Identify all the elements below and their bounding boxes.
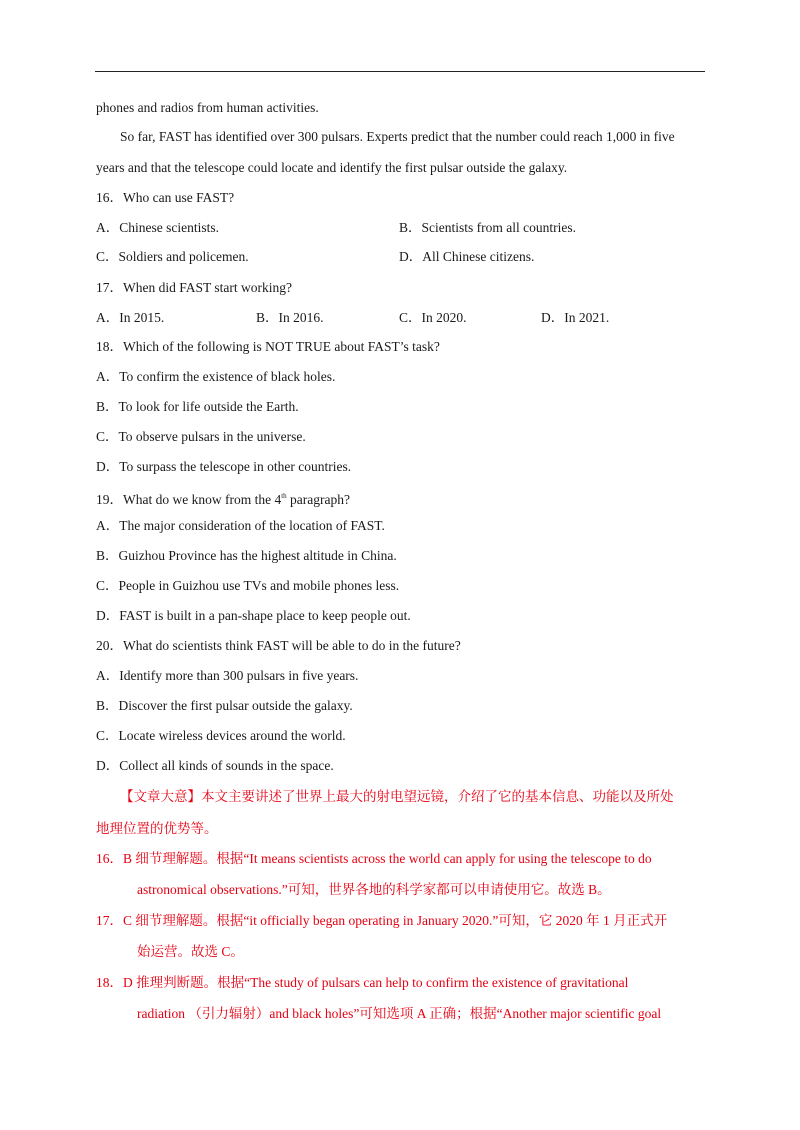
answer-16-line-1: 16．B 细节理解题。根据“It means scientists across the world can apply for using the telescope to do (96, 851, 652, 866)
q17-option-a: A．In 2015. (96, 310, 165, 325)
q18-option-b: B．To look for life outside the Earth. (96, 399, 299, 414)
summary-line-1: 【文章大意】本文主要讲述了世界上最大的射电望远镜，介绍了它的基本信息、功能以及所处 (120, 789, 674, 804)
q20-option-c: C．Locate wireless devices around the world. (96, 728, 346, 743)
answer-18-line-2: radiation （引力辐射）and black holes”可知选项 A 正确；根据“Another major scientific goal (137, 1006, 662, 1021)
q19-option-c: C．People in Guizhou use TVs and mobile phones less. (96, 578, 400, 593)
q20-option-d: D．Collect all kinds of sounds in the space. (96, 758, 334, 773)
q19-stem-post: paragraph? (286, 492, 351, 507)
q16-stem: 16．Who can use FAST? (96, 190, 235, 205)
answer-16-line-2: astronomical observations.”可知，世界各地的科学家都可以申请使用它。故选 B。 (137, 882, 611, 897)
answer-17-line-1: 17．C 细节理解题。根据“it officially began operating in January 2020.”可知，它 2020 年 1 月正式开 (96, 913, 668, 928)
passage-line-3: years and that the telescope could locate and identify the first pulsar outside the galaxy. (96, 160, 568, 175)
q18-option-d: D．To surpass the telescope in other countries. (96, 459, 352, 474)
q17-option-b: B．In 2016. (256, 310, 324, 325)
q17-stem: 17．When did FAST start working? (96, 280, 292, 295)
answer-18-line-1: 18．D 推理判断题。根据“The study of pulsars can help to confirm the existence of gravitational (96, 975, 629, 990)
q16-option-b: B．Scientists from all countries. (399, 220, 576, 235)
q19-stem-sup: th (281, 492, 287, 500)
q16-option-c: C．Soldiers and policemen. (96, 249, 249, 264)
q19-option-d: D．FAST is built in a pan-shape place to keep people out. (96, 608, 411, 623)
q17-option-d: D．In 2021. (541, 310, 610, 325)
q19-option-b: B．Guizhou Province has the highest altitude in China. (96, 548, 397, 563)
q19-stem (96, 487, 350, 509)
q20-option-b: B．Discover the first pulsar outside the galaxy. (96, 698, 353, 713)
q16-option-a: A．Chinese scientists. (96, 220, 219, 235)
q16-option-d: D．All Chinese citizens. (399, 249, 535, 264)
summary-line-2: 地理位置的优势等。 (96, 821, 218, 836)
q17-option-c: C．In 2020. (399, 310, 467, 325)
passage-line-2: So far, FAST has identified over 300 pulsars. Experts predict that the number could reach 1,000 in five (120, 129, 675, 144)
q19-stem-pre: 19．What do we know from the 4 (96, 492, 282, 507)
q18-stem: 18．Which of the following is NOT TRUE about FAST’s task? (96, 339, 440, 354)
q19-option-a: A．The major consideration of the location of FAST. (96, 518, 385, 533)
q18-option-c: C．To observe pulsars in the universe. (96, 429, 306, 444)
q20-option-a: A．Identify more than 300 pulsars in five years. (96, 668, 359, 683)
q20-stem: 20．What do scientists think FAST will be able to do in the future? (96, 638, 461, 653)
passage-line-1: phones and radios from human activities. (96, 100, 319, 115)
header-rule (95, 71, 705, 72)
q18-option-a: A．To confirm the existence of black holes. (96, 369, 336, 384)
answer-17-line-2: 始运营。故选 C。 (137, 944, 244, 959)
